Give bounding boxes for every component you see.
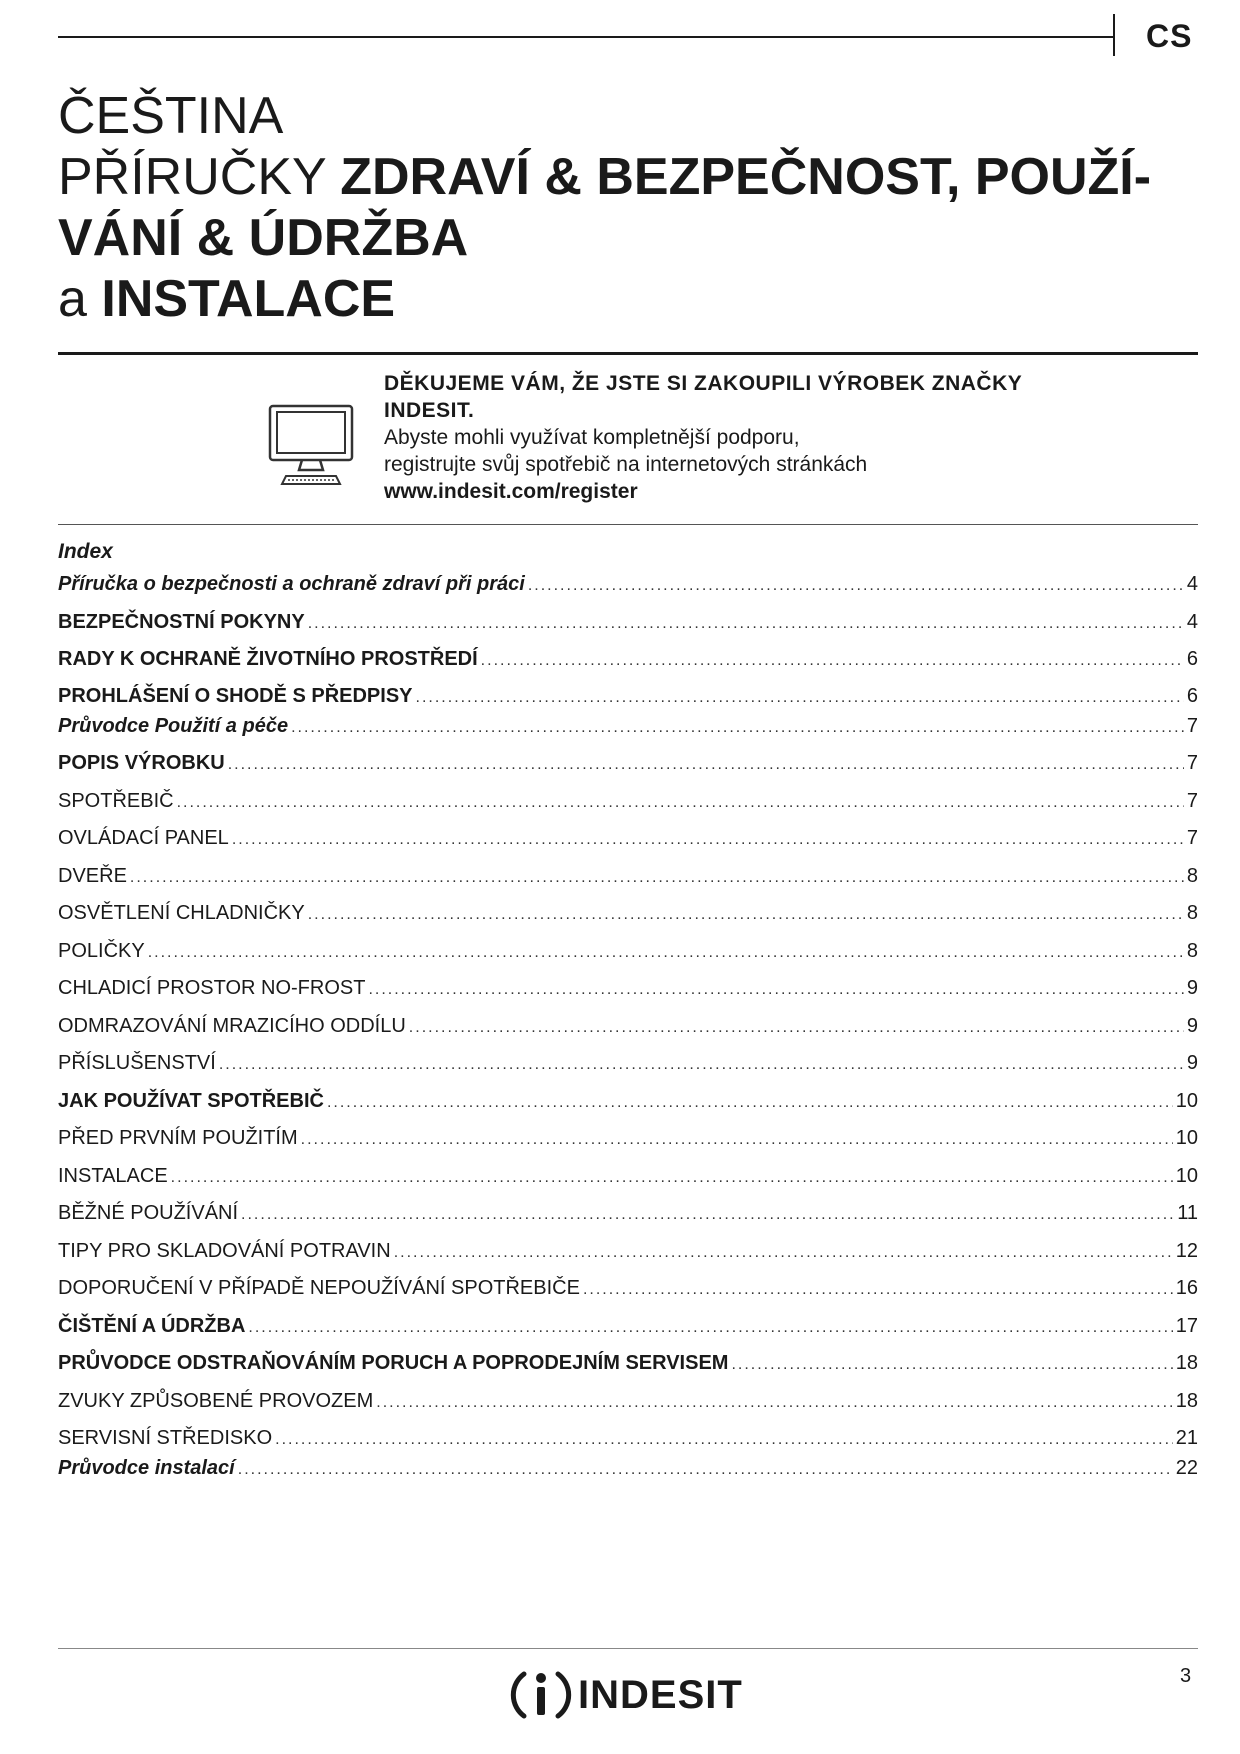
toc-entry[interactable] xyxy=(58,1125,1198,1151)
toc-leader-dots xyxy=(171,1165,1173,1191)
toc-leader-dots xyxy=(248,1315,1172,1341)
toc-leader-dots xyxy=(481,648,1184,674)
toc-entry[interactable] xyxy=(58,900,1198,926)
title-line-3: VÁNÍ & ÚDRŽBA xyxy=(58,209,469,267)
toc-entry[interactable] xyxy=(58,609,1198,635)
toc-entry-title: ODMRAZOVÁNÍ MRAZICÍHO ODDÍLU xyxy=(58,1015,406,1037)
toc-leader-dots xyxy=(528,573,1184,599)
toc-entry-title: ČIŠTĚNÍ A ÚDRŽBA xyxy=(58,1315,246,1337)
top-rule-tick xyxy=(1113,14,1115,56)
toc-entry[interactable] xyxy=(58,863,1198,889)
index-heading: Index xyxy=(58,540,113,563)
toc-leader-dots xyxy=(409,1015,1184,1041)
footer-divider xyxy=(58,1648,1198,1649)
toc-entry[interactable] xyxy=(58,713,1198,739)
toc-leader-dots xyxy=(275,1427,1173,1453)
toc-entry[interactable] xyxy=(58,571,1198,597)
toc-entry-page: 18 xyxy=(1175,1352,1198,1374)
toc-leader-dots xyxy=(308,902,1184,928)
top-rule xyxy=(58,36,1114,38)
toc-entry-page: 22 xyxy=(1175,1457,1198,1479)
toc-leader-dots xyxy=(368,977,1183,1003)
toc-entry-title: BĚŽNÉ POUŽÍVÁNÍ xyxy=(58,1202,239,1224)
toc-entry-title: PŘED PRVNÍM POUŽITÍM xyxy=(58,1127,298,1149)
title-line-4: a INSTALACE xyxy=(58,270,396,328)
toc-entry-page: 16 xyxy=(1175,1277,1198,1299)
toc-entry-title: PROHLÁŠENÍ O SHODĚ S PŘEDPISY xyxy=(58,685,413,707)
toc-entry[interactable] xyxy=(58,1200,1198,1226)
toc-entry-title: DOPORUČENÍ V PŘÍPADĚ NEPOUŽÍVÁNÍ SPOTŘEBIČE xyxy=(58,1277,580,1299)
toc-entry-page: 7 xyxy=(1186,715,1198,737)
promo-text-line-1: Abyste mohli využívat kompletnější podporu, xyxy=(384,426,800,449)
toc-leader-dots xyxy=(327,1090,1173,1116)
toc-leader-dots xyxy=(238,1457,1173,1483)
toc-entry-page: 17 xyxy=(1175,1315,1198,1337)
toc-leader-dots xyxy=(148,940,1184,966)
toc-entry-page: 8 xyxy=(1186,902,1198,924)
title-line-2: PŘÍRUČKY ZDRAVÍ & BEZPEČNOST, POUŽÍ- xyxy=(58,148,1152,206)
toc-leader-dots xyxy=(583,1277,1173,1303)
toc-entry-title: POLIČKY xyxy=(58,940,145,962)
toc-leader-dots xyxy=(232,827,1184,853)
toc-entry-page: 8 xyxy=(1186,865,1198,887)
toc-entry[interactable] xyxy=(58,788,1198,814)
toc-entry-title: SPOTŘEBIČ xyxy=(58,790,174,812)
toc-leader-dots xyxy=(394,1240,1173,1266)
register-link[interactable]: www.indesit.com/register xyxy=(384,480,638,503)
promo-heading: DĚKUJEME VÁM, ŽE JSTE SI ZAKOUPILI VÝROBEK ZNAČKY INDESIT. xyxy=(384,372,1022,422)
page-number: 3 xyxy=(1180,1665,1192,1687)
toc-entry-page: 18 xyxy=(1175,1390,1198,1412)
toc-leader-dots xyxy=(130,865,1184,891)
toc-entry[interactable] xyxy=(58,1275,1198,1301)
toc-entry[interactable] xyxy=(58,825,1198,851)
title-divider xyxy=(58,352,1198,355)
toc-entry[interactable] xyxy=(58,1050,1198,1076)
page-title xyxy=(58,86,1208,330)
toc-entry[interactable] xyxy=(58,975,1198,1001)
toc-entry[interactable] xyxy=(58,1163,1198,1189)
toc-entry-page: 11 xyxy=(1177,1202,1198,1224)
toc-entry[interactable] xyxy=(58,683,1198,709)
toc-entry-page: 9 xyxy=(1186,1052,1198,1074)
toc-leader-dots xyxy=(219,1052,1184,1078)
toc-entry-page: 21 xyxy=(1175,1427,1198,1449)
toc-entry-title: Průvodce instalací xyxy=(58,1457,235,1479)
toc-leader-dots xyxy=(241,1202,1174,1228)
toc-entry-page: 4 xyxy=(1186,573,1198,595)
toc-entry-title: BEZPEČNOSTNÍ POKYNY xyxy=(58,611,305,633)
toc-entry-title: OSVĚTLENÍ CHLADNIČKY xyxy=(58,902,305,924)
toc-entry-page: 7 xyxy=(1186,790,1198,812)
toc-entry-page: 10 xyxy=(1175,1127,1198,1149)
toc-leader-dots xyxy=(177,790,1184,816)
toc-entry-page: 4 xyxy=(1186,611,1198,633)
toc-entry-page: 12 xyxy=(1175,1240,1198,1262)
registration-promo xyxy=(384,370,1104,505)
toc-entry-title: INSTALACE xyxy=(58,1165,168,1187)
toc-entry[interactable] xyxy=(58,1238,1198,1264)
toc-leader-dots xyxy=(308,611,1184,637)
toc-leader-dots xyxy=(416,685,1184,711)
toc-leader-dots xyxy=(301,1127,1173,1153)
toc-leader-dots xyxy=(376,1390,1173,1416)
monitor-icon xyxy=(266,402,356,492)
toc-leader-dots xyxy=(291,715,1184,741)
toc-entry-page: 7 xyxy=(1186,752,1198,774)
toc-entry-title: SERVISNÍ STŘEDISKO xyxy=(58,1427,273,1449)
toc-entry-page: 7 xyxy=(1186,827,1198,849)
toc-entry-title: PRŮVODCE ODSTRAŇOVÁNÍM PORUCH A POPRODEJNÍM SERVISEM xyxy=(58,1352,729,1374)
toc-entry-page: 6 xyxy=(1186,648,1198,670)
toc-leader-dots xyxy=(228,752,1184,778)
toc-entry[interactable] xyxy=(58,646,1198,672)
toc-entry[interactable] xyxy=(58,1088,1198,1114)
toc-leader-dots xyxy=(731,1352,1172,1378)
toc-entry[interactable] xyxy=(58,1313,1198,1339)
toc-entry-title: Průvodce Použití a péče xyxy=(58,715,289,737)
toc-entry-title: JAK POUŽÍVAT SPOTŘEBIČ xyxy=(58,1090,324,1112)
toc-entry-title: OVLÁDACÍ PANEL xyxy=(58,827,229,849)
language-code: CS xyxy=(1146,18,1193,54)
toc-entry-title: DVEŘE xyxy=(58,865,127,887)
toc-entry-page: 10 xyxy=(1175,1090,1198,1112)
toc-entry-page: 6 xyxy=(1186,685,1198,707)
toc-entry-title: CHLADICÍ PROSTOR NO-FROST xyxy=(58,977,366,999)
toc-entry-page: 8 xyxy=(1186,940,1198,962)
toc-entry-title: POPIS VÝROBKU xyxy=(58,752,225,774)
brand-name: INDESIT xyxy=(578,1672,743,1717)
toc-entry[interactable] xyxy=(58,1455,1198,1481)
toc-entry[interactable] xyxy=(58,1425,1198,1451)
toc-entry-title: Příručka o bezpečnosti a ochraně zdraví při práci xyxy=(58,573,525,595)
toc-entry[interactable] xyxy=(58,750,1198,776)
toc-entry-title: RADY K OCHRANĚ ŽIVOTNÍHO PROSTŘEDÍ xyxy=(58,648,478,670)
toc-entry-title: PŘÍSLUŠENSTVÍ xyxy=(58,1052,216,1074)
toc-entry-page: 10 xyxy=(1175,1165,1198,1187)
indesit-logo-icon xyxy=(510,1664,572,1726)
section-divider xyxy=(58,524,1198,525)
toc-entry-title: ZVUKY ZPŮSOBENÉ PROVOZEM xyxy=(58,1390,374,1412)
toc-entry[interactable] xyxy=(58,938,1198,964)
toc-entry-page: 9 xyxy=(1186,1015,1198,1037)
toc-entry-page: 9 xyxy=(1186,977,1198,999)
toc-entry[interactable] xyxy=(58,1013,1198,1039)
toc-entry[interactable] xyxy=(58,1388,1198,1414)
toc-entry[interactable] xyxy=(58,1350,1198,1376)
brand-logo xyxy=(510,1664,743,1726)
promo-text-line-2: registrujte svůj spotřebič na internetových stránkách xyxy=(384,453,868,476)
title-line-1: ČEŠTINA xyxy=(58,87,284,145)
toc-entry-title: TIPY PRO SKLADOVÁNÍ POTRAVIN xyxy=(58,1240,391,1262)
